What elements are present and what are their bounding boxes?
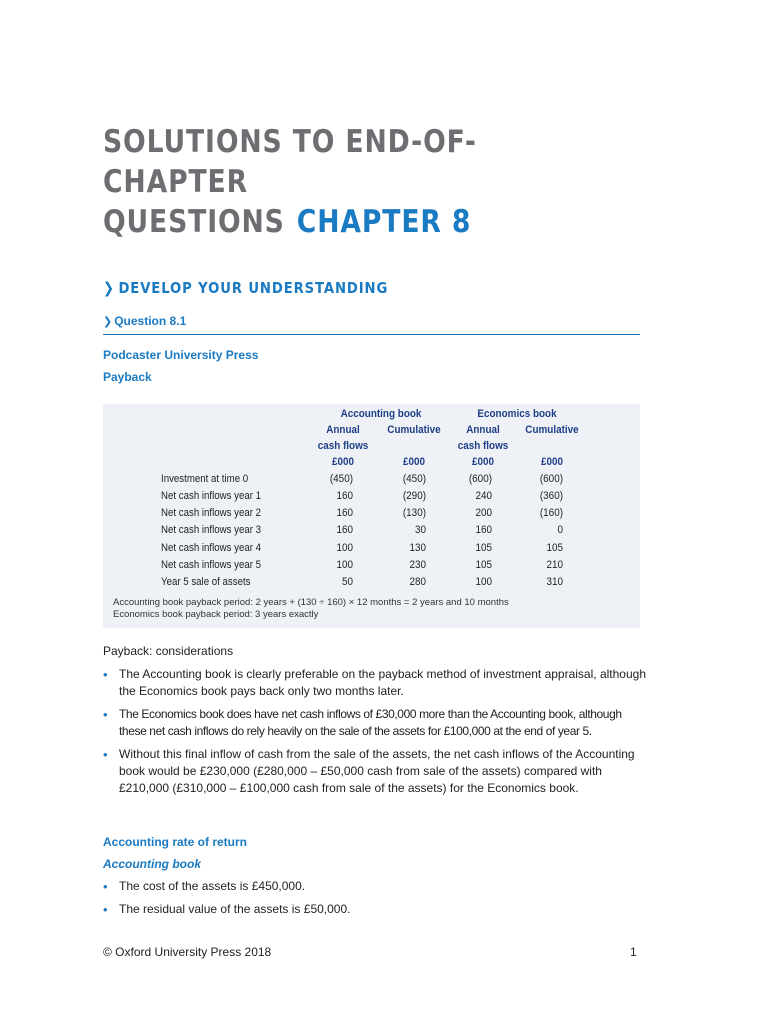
title-questions: QUESTIONS [103, 204, 285, 240]
bullet-icon: • [103, 707, 108, 722]
bullet-text: The cost of the assets is £450,000. [119, 879, 306, 893]
list-item [103, 746, 648, 797]
cell-acc-cumulative: 130 [409, 542, 426, 554]
cell-acc-annual: 160 [336, 524, 353, 536]
cell-acc-annual: 50 [341, 576, 353, 588]
cell-eco-annual: (600) [468, 473, 492, 485]
list-item [103, 706, 648, 740]
col-header-cumulative: Cumulative [525, 424, 579, 436]
col-header-cumulative: Cumulative [387, 424, 441, 436]
cell-acc-cumulative: 280 [409, 576, 426, 588]
cell-acc-annual: (450) [329, 473, 353, 485]
row-label: Net cash inflows year 4 [161, 542, 262, 554]
page-number: 1 [630, 945, 637, 959]
bullet-text: The residual value of the assets is £50,000. [119, 902, 351, 916]
col-unit: £000 [471, 456, 495, 468]
cell-acc-annual: 160 [336, 507, 353, 519]
question-heading [103, 314, 640, 335]
bullet-icon: • [103, 667, 108, 682]
cell-eco-annual: 240 [475, 490, 492, 502]
col-unit: £000 [331, 456, 355, 468]
section-heading [103, 279, 388, 297]
method-heading: Payback [103, 370, 152, 384]
company-heading: Podcaster University Press [103, 348, 259, 362]
cell-acc-cumulative: (290) [402, 490, 426, 502]
cell-eco-annual: 200 [475, 507, 492, 519]
question-label: Question 8.1 [114, 314, 187, 328]
bullet-text: Without this final inflow of cash from the sale of the assets, the net cash inflows of the Accounting book would be £230,000 (£280,000 – £50,000 cash from sale of the assets) compared with £210,000 (£310,000 – £100,000 cash from sale of the assets) for the Economics book. [119, 747, 635, 795]
row-label: Investment at time 0 [161, 473, 249, 485]
cell-eco-annual: 105 [475, 542, 492, 554]
cell-acc-annual: 100 [336, 542, 353, 554]
cell-acc-annual: 160 [336, 490, 353, 502]
row-label: Year 5 sale of assets [161, 576, 251, 588]
cell-eco-annual: 105 [475, 559, 492, 571]
cell-eco-cumulative: 210 [546, 559, 563, 571]
arr-heading: Accounting rate of return [103, 835, 248, 849]
row-label: Net cash inflows year 3 [161, 524, 262, 536]
group-header-accounting: Accounting book [340, 408, 422, 420]
considerations-heading: Payback: considerations [103, 644, 234, 658]
bullet-text: The Economics book does have net cash inflows of £30,000 more than the Accounting book, although these net cash inflows do rely heavily on the sale of the assets for £100,000 at the end of year 5. [119, 707, 622, 738]
chevron-right-icon: ❯ [103, 316, 113, 328]
bullet-icon: • [103, 879, 108, 894]
col-header-cash-flows: cash flows [317, 440, 369, 452]
bullet-icon: • [103, 902, 108, 917]
col-unit: £000 [402, 456, 426, 468]
col-header-annual: Annual [326, 424, 360, 436]
section-heading-label: DEVELOP YOUR UNDERSTANDING [118, 279, 389, 297]
cell-eco-cumulative: (600) [539, 473, 563, 485]
arr-list [103, 878, 648, 924]
row-label: Net cash inflows year 1 [161, 490, 262, 502]
col-header-annual: Annual [466, 424, 500, 436]
payback-note-economics: Economics book payback period: 3 years exactly [113, 609, 319, 620]
payback-note-accounting: Accounting book payback period: 2 years + (130 ÷ 160) × 12 months = 2 years and 10 months [113, 597, 509, 608]
cell-eco-cumulative: (160) [539, 507, 563, 519]
cell-eco-annual: 160 [475, 524, 492, 536]
cell-eco-annual: 100 [475, 576, 492, 588]
group-header-economics: Economics book [477, 408, 557, 420]
cell-eco-cumulative: 0 [557, 524, 563, 536]
cell-eco-cumulative: 310 [546, 576, 563, 588]
cell-acc-cumulative: (450) [402, 473, 426, 485]
page-title [103, 122, 619, 242]
row-label: Net cash inflows year 5 [161, 559, 262, 571]
cell-acc-cumulative: 30 [414, 524, 426, 536]
copyright: © Oxford University Press 2018 [103, 945, 272, 959]
list-item [103, 666, 648, 700]
considerations-list [103, 666, 648, 803]
chevron-right-icon: ❯ [103, 279, 115, 297]
arr-subheading: Accounting book [103, 857, 201, 871]
cell-eco-cumulative: 105 [546, 542, 563, 554]
list-item [103, 878, 648, 895]
col-unit: £000 [540, 456, 564, 468]
cell-acc-cumulative: 230 [409, 559, 426, 571]
col-header-cash-flows: cash flows [457, 440, 509, 452]
payback-table [103, 404, 640, 628]
bullet-text: The Accounting book is clearly preferable on the payback method of investment appraisal, although the Economics book pays back only two months later. [119, 667, 646, 698]
list-item [103, 901, 648, 918]
cell-eco-cumulative: (360) [539, 490, 563, 502]
cell-acc-annual: 100 [336, 559, 353, 571]
title-line-1: SOLUTIONS TO END-OF-CHAPTER [103, 124, 477, 200]
bullet-icon: • [103, 747, 108, 762]
chapter-label: CHAPTER 8 [296, 204, 472, 240]
row-label: Net cash inflows year 2 [161, 507, 262, 519]
title-line-2 [103, 202, 619, 242]
cell-acc-cumulative: (130) [402, 507, 426, 519]
